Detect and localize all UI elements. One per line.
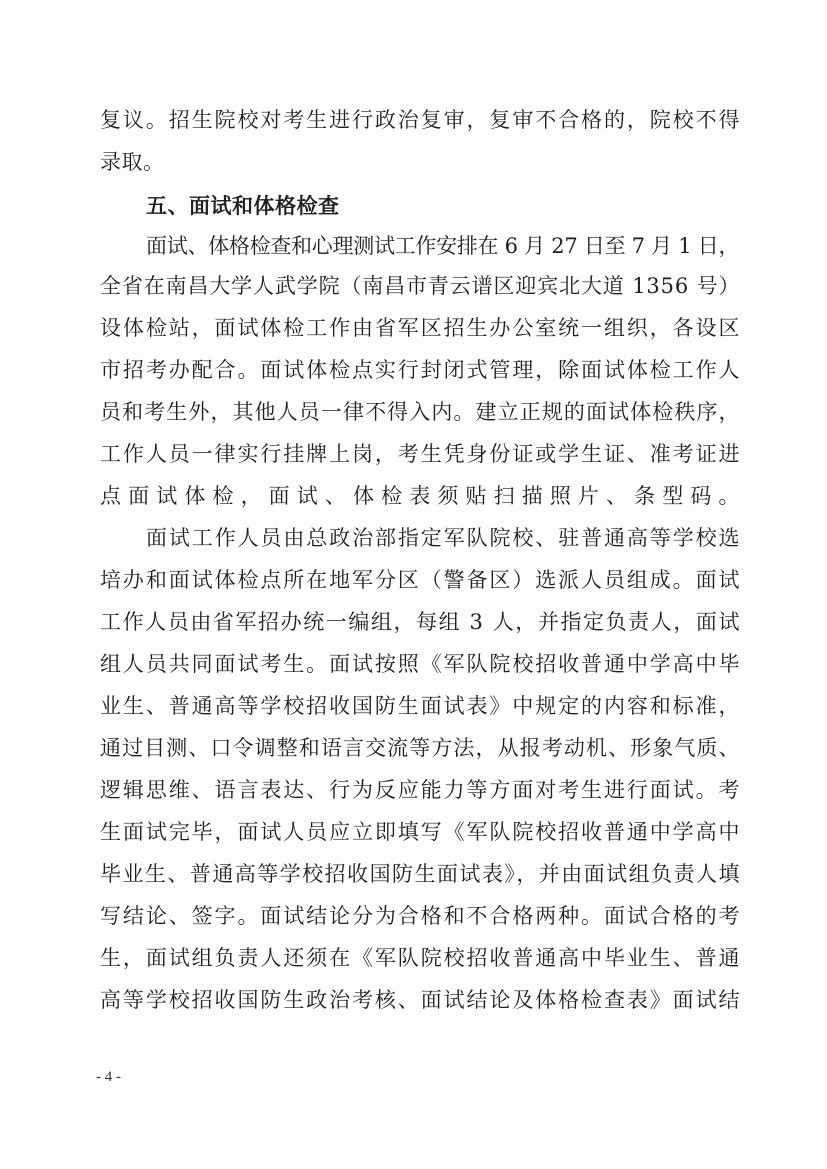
text-line-13: 工作人员由省军招办统一编组，每组 3 人，并指定负责人，面试 [100, 610, 742, 634]
text-line-12: 培办和面试体检点所在地军分区（警备区）选派人员组成。面试 [100, 568, 742, 592]
section-heading: 五、面试和体格检查 [146, 194, 340, 218]
text-line-10: 点面试体检，面试、体检表须贴扫描照片、条型码。 [100, 484, 747, 508]
text-line-2: 录取。 [100, 150, 165, 174]
page-number: - 4 - [96, 1069, 121, 1085]
text-line-8: 员和考生外，其他人员一律不得入内。建立正规的面试体检秩序， [100, 400, 741, 424]
text-line-5: 全省在南昌大学人武学院（南昌市青云谱区迎宾北大道 1356 号） [100, 274, 741, 298]
text-line-4: 面试、体格检查和心理测试工作安排在 6 月 27 日至 7 月 1 日， [146, 234, 740, 258]
text-line-11: 面试工作人员由总政治部指定军队院校、驻普通高等学校选 [146, 526, 742, 550]
text-line-20: 写结论、签字。面试结论分为合格和不合格两种。面试合格的考 [100, 904, 742, 928]
text-line-16: 通过目测、口令调整和语言交流等方法，从报考动机、形象气质、 [100, 736, 741, 760]
text-line-6: 设体检站，面试体检工作由省军区招生办公室统一组织，各设区 [100, 316, 742, 340]
text-line-22: 高等学校招收国防生政治考核、面试结论及体格检查表》面试结 [100, 988, 742, 1012]
text-line-14: 组人员共同面试考生。面试按照《军队院校招收普通中学高中毕 [100, 652, 742, 676]
text-line-17: 逻辑思维、语言表达、行为反应能力等方面对考生进行面试。考 [100, 778, 742, 802]
text-line-18: 生面试完毕，面试人员应立即填写《军队院校招收普通中学高中 [100, 820, 742, 844]
text-line-9: 工作人员一律实行挂牌上岗，考生凭身份证或学生证、准考证进 [100, 442, 742, 466]
text-line-7: 市招考办配合。面试体检点实行封闭式管理，除面试体检工作人 [100, 358, 742, 382]
text-line-21: 生，面试组负责人还须在《军队院校招收普通高中毕业生、普通 [100, 946, 742, 970]
text-line-1: 复议。招生院校对考生进行政治复审，复审不合格的，院校不得 [100, 108, 742, 132]
text-line-15: 业生、普通高等学校招收国防生面试表》中规定的内容和标准， [100, 694, 742, 718]
text-line-19: 毕业生、普通高等学校招收国防生面试表》，并由面试组负责人填 [100, 862, 741, 886]
